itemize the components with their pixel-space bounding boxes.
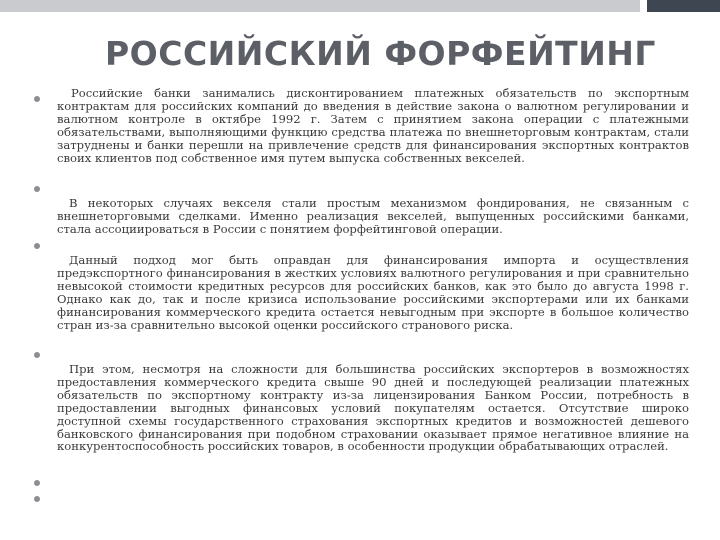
top-decor-bar-light — [0, 0, 640, 12]
bullet-icon — [34, 243, 40, 249]
paragraph-1: Российские банки занимались дисконтированием платежных обязательств по экспортным контрактам для российских компаний до введения в действие закона о валютном регулировании и валютном контроле в октябре 1992 г. Затем с принятием закона операции с платежными обязательствами, выполняющими функцию средства платежа по внешнеторговым контрактам, стали затруднены и банки перешли на привлечение средств для финансирования экспортных контрактов своих клиентов под собственное имя путем выпуска собственных векселей. — [57, 86, 689, 165]
top-decor-bar — [0, 0, 720, 12]
bullet-icon — [34, 96, 40, 102]
bullet-icon — [34, 480, 40, 486]
top-decor-bar-dark — [647, 0, 720, 12]
slide-title: РОССИЙСКИЙ ФОРФЕЙТИНГ — [105, 34, 656, 73]
bullet-icon — [34, 496, 40, 502]
paragraph-4: При этом, несмотря на сложности для большинства российских экспортеров в возможностях предоставления коммерческого кредита свыше 90 дней и последующей реализации платежных обязательств по экспортному контракту из-за лицензирования Банком России, потребность в предоставлении выгодных финансовых условий покупателям остается. Отсутствие широко доступной схемы государственного страхования экспортных кредитов и возможностей дешевого банковского финансирования при подобном страховании оказывает прямое негативное влияние на конкурентоспособность российских товаров, в особенности продукции обрабатывающих отраслей. — [57, 362, 689, 454]
paragraph-2: В некоторых случаях векселя стали простым механизмом фондирования, не связанным с внешнеторговыми сделками. Именно реализация векселей, выпущенных российскими банками, стала ассоциироваться в России с понятием форфейтинговой операции. — [57, 196, 689, 236]
bullet-icon — [34, 186, 40, 192]
paragraph-3: Данный подход мог быть оправдан для финансирования импорта и осуществления предэкспортного финансирования в жестких условиях валютного регулирования и при сравнительно невысокой стоимости кредитных ресурсов для российских банков, как это было до августа 1998 г. Однако как до, так и после кризиса использование российскими экспортерами или их банками финансирования коммерческого кредита остается невыгодным при экспорте в большое количество стран из-за сравнительно высокой оценки российского странового риска. — [57, 253, 689, 332]
bullet-icon — [34, 352, 40, 358]
